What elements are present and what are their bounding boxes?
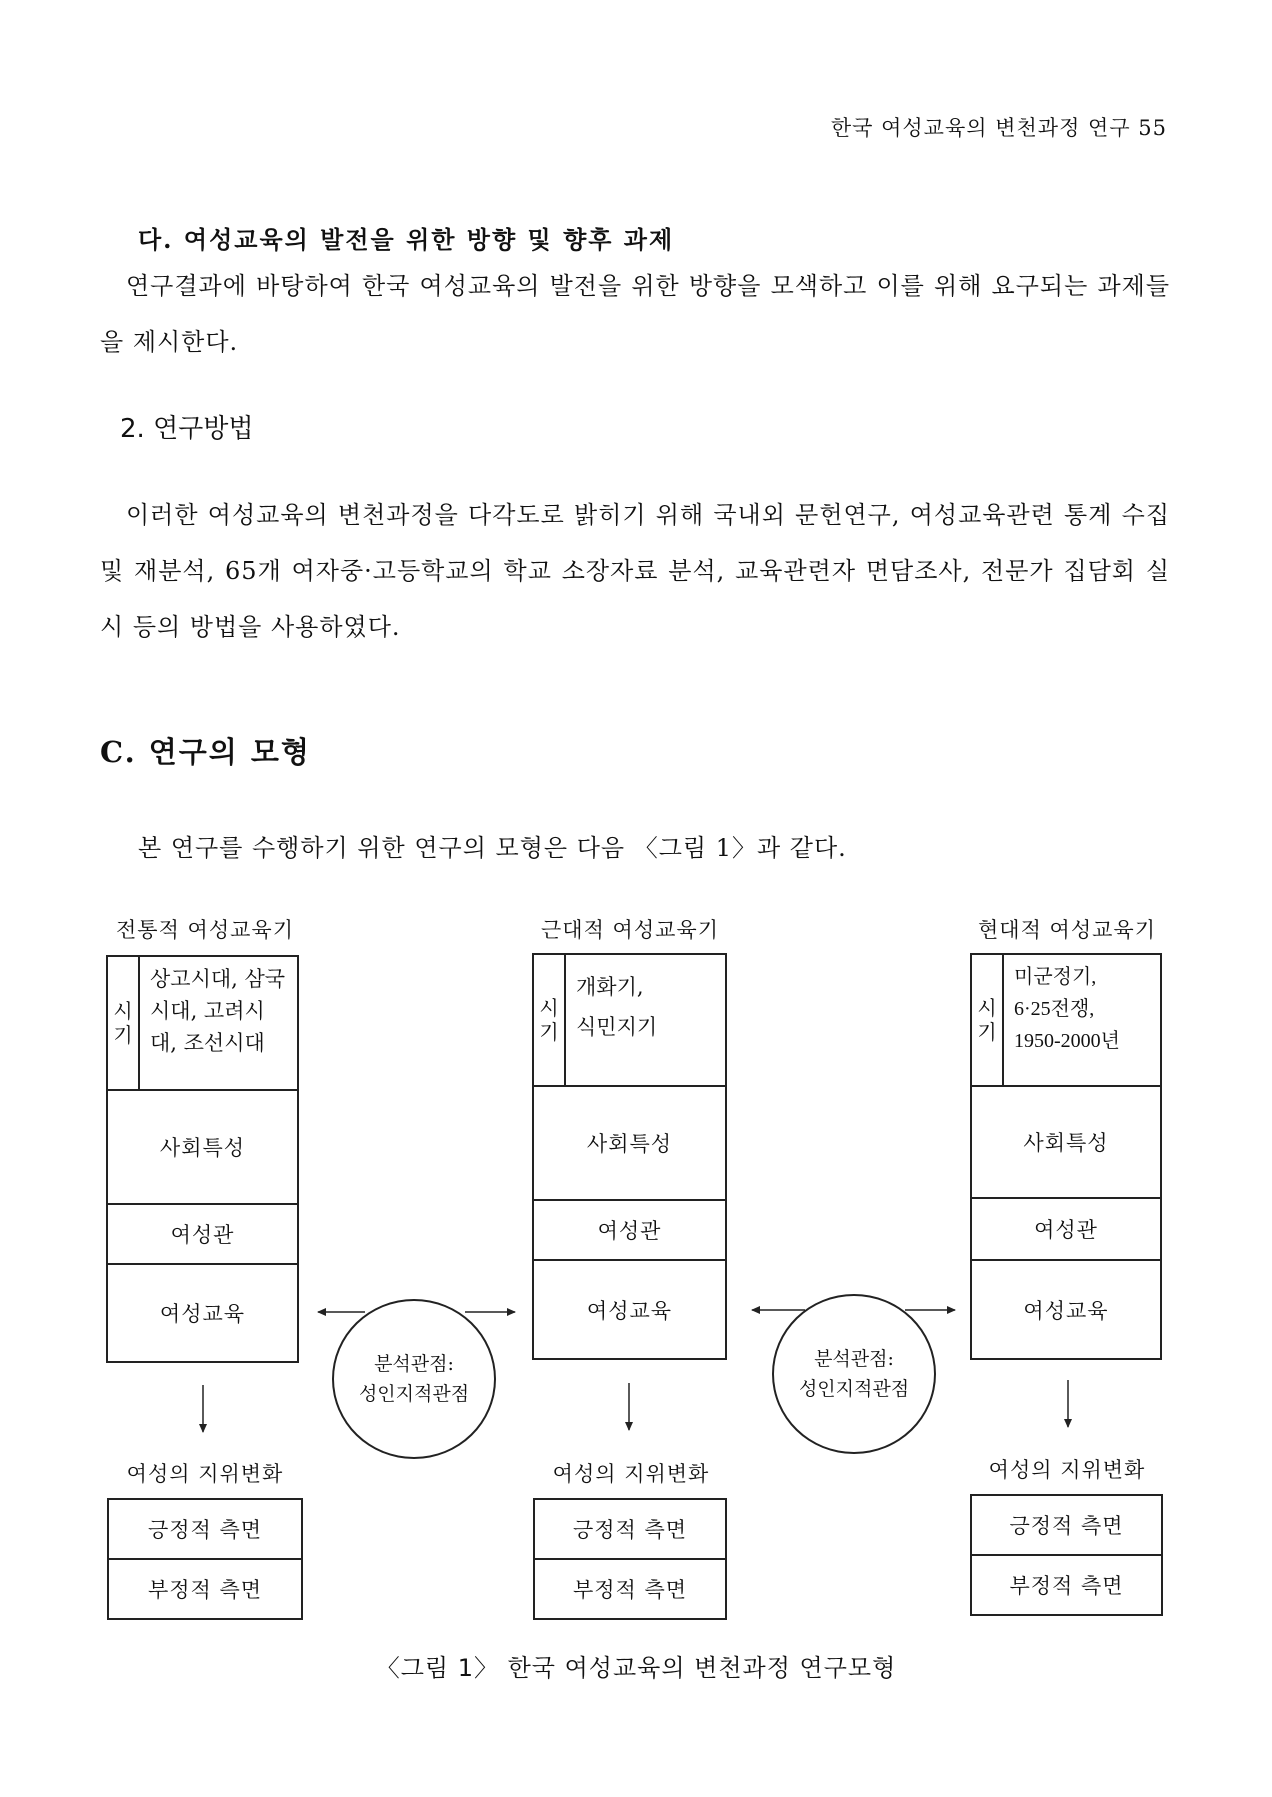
period-text: 미군정기, 6·25전쟁, 1950-2000년 (1014, 966, 1120, 1052)
negative-aspect: 부정적 측면 (1009, 1574, 1124, 1598)
women-education: 여성교육 (159, 1302, 246, 1326)
subsection-heading: 다. 여성교육의 발전을 위한 방향 및 향후 과제 (138, 225, 675, 254)
women-education: 여성교육 (1023, 1298, 1109, 1323)
method-heading: 2. 연구방법 (120, 414, 254, 444)
era-title-contemporary: 현대적 여성교육기 (978, 918, 1156, 942)
era-title-modern: 근대적 여성교육기 (541, 918, 719, 942)
positive-aspect: 긍정적 측면 (972, 1496, 1161, 1556)
subsection-body: 연구결과에 바탕하여 한국 여성교육의 발전을 위한 방향을 모색하고 이를 위해 요구되는 과제들을 제시한다. (100, 272, 1170, 356)
period-text: 상고시대, 삼국 시대, 고려시 대, 조선시대 (150, 967, 286, 1055)
analysis-perspective-circle-1: 분석관점: 성인지적관점 (332, 1299, 496, 1459)
social-characteristics: 사회특성 (108, 1091, 297, 1205)
positive-aspect: 긍정적 측면 (535, 1500, 725, 1560)
negative-aspect: 부정적 측면 (572, 1578, 688, 1602)
model-intro: 본 연구를 수행하기 위한 연구의 모형은 다음 〈그림 1〉과 같다. (138, 834, 847, 862)
view-of-women: 여성관 (108, 1205, 297, 1265)
period-label: 시 기 (534, 955, 566, 1085)
method-body: 이러한 여성교육의 변천과정을 다각도로 밝히기 위해 국내외 문헌연구, 여성교육관련 통계 수집 및 재분석, 65개 여자중·고등학교의 학교 소장자료 분석, 교육관련자 면담조사, 전문가 집담회 실시 등의 방법을 사용하였다. (100, 501, 1170, 641)
figure-caption: 〈그림 1〉 한국 여성교육의 변천과정 연구모형 (375, 1654, 897, 1682)
women-education: 여성교육 (586, 1298, 673, 1323)
social-characteristics: 사회특성 (534, 1087, 725, 1201)
era-title-traditional: 전통적 여성교육기 (116, 918, 294, 942)
view-of-women: 여성관 (534, 1201, 725, 1261)
social-characteristics: 사회특성 (972, 1087, 1160, 1199)
view-of-women: 여성관 (972, 1199, 1160, 1261)
model-heading: C. 연구의 모형 (100, 735, 311, 769)
status-change-title: 여성의 지위변화 (552, 1462, 710, 1486)
positive-aspect: 긍정적 측면 (109, 1500, 301, 1560)
period-text: 개화기, 식민지기 (576, 975, 658, 1039)
period-label: 시 기 (972, 955, 1004, 1085)
period-label: 시 기 (108, 957, 140, 1089)
status-change-title: 여성의 지위변화 (126, 1462, 284, 1486)
running-header: 한국 여성교육의 변천과정 연구 55 (830, 116, 1167, 140)
negative-aspect: 부정적 측면 (147, 1578, 263, 1602)
analysis-perspective-circle-2: 분석관점: 성인지적관점 (772, 1294, 936, 1454)
status-change-title: 여성의 지위변화 (988, 1458, 1146, 1482)
